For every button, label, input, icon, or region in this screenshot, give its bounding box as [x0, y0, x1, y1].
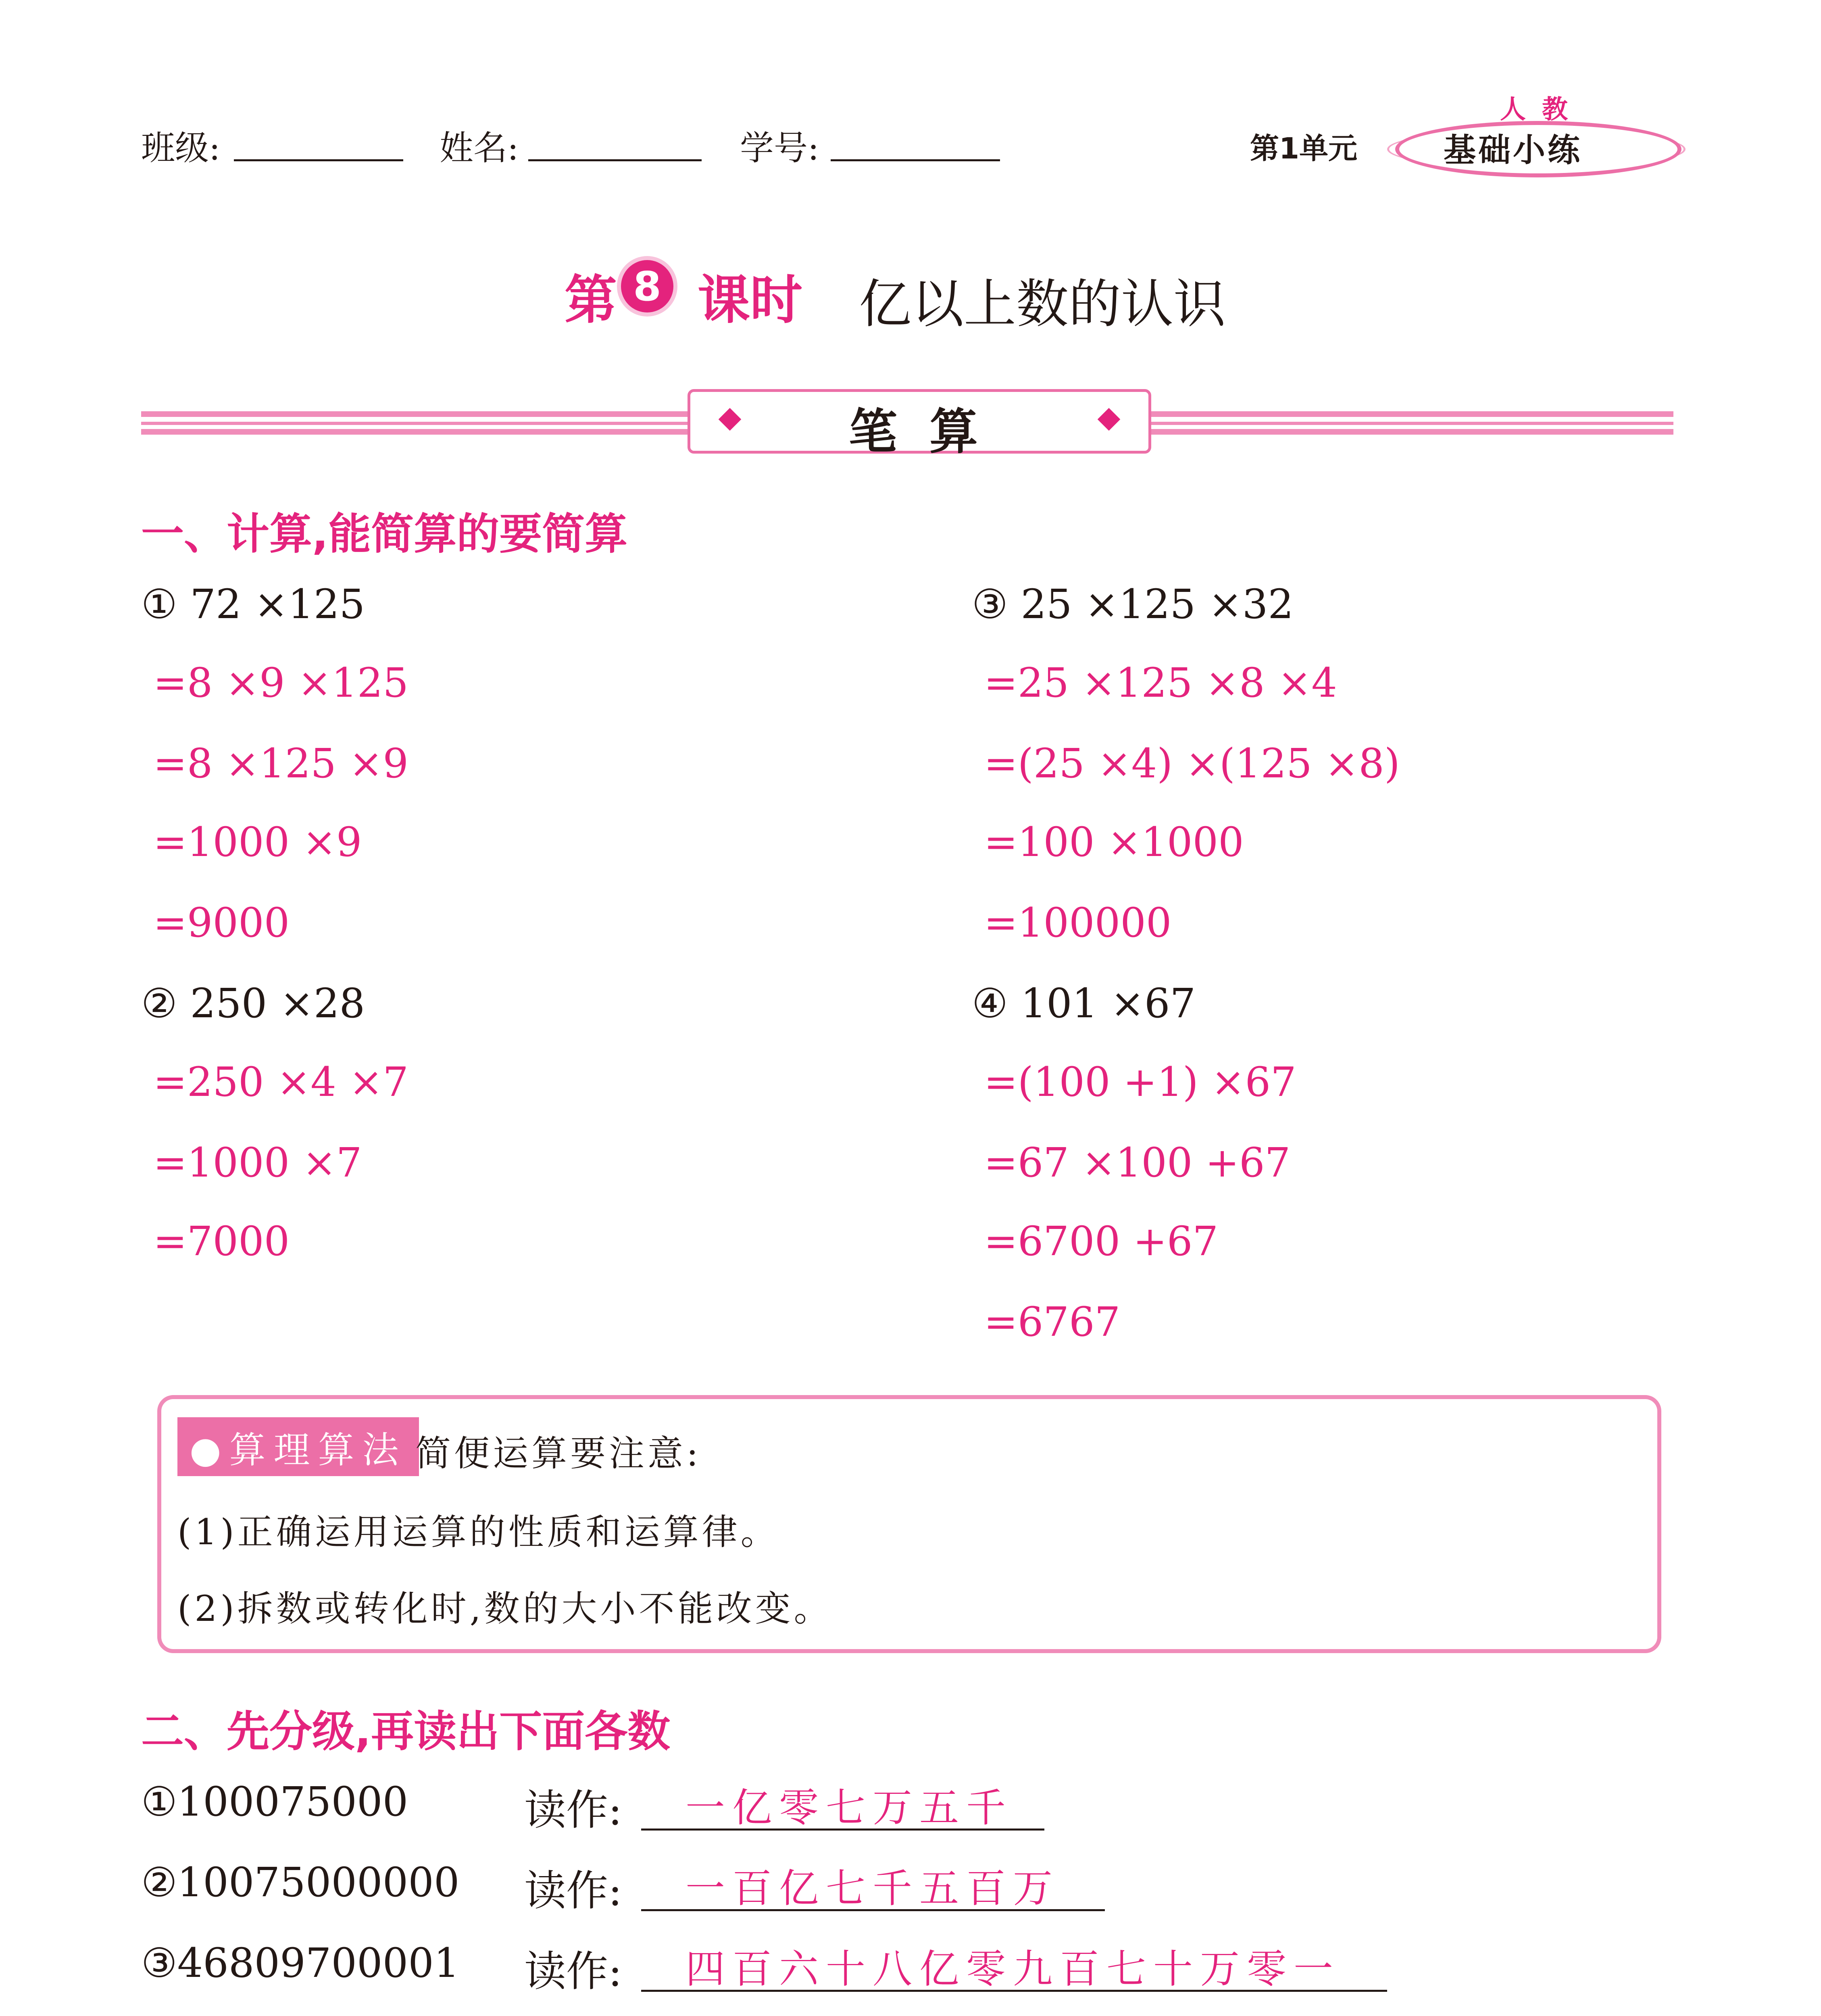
section-band-left [141, 411, 690, 435]
id-label: 学号: [740, 128, 819, 168]
id-blank[interactable] [831, 159, 1000, 161]
series-name: 基础小练 [1444, 131, 1582, 169]
problem-4-step: =6700 +67 [984, 1218, 1219, 1265]
problem-1-question: ① 72 ×125 [141, 581, 365, 628]
problem-4-step: =(100 +1) ×67 [984, 1058, 1296, 1106]
problem-4-step: =6767 [984, 1298, 1121, 1345]
lesson-number-badge: 8 [621, 260, 673, 312]
read-label: 读作: [524, 1947, 623, 1996]
answer-text: 一百亿七千五百万 [685, 1866, 1060, 1912]
number-item: ①100075000 [141, 1778, 408, 1825]
publisher-label: 人教 [1500, 95, 1584, 125]
tip-1-line: (1)正确运用运算的性质和运算律。 [177, 1511, 779, 1553]
unit-label: 第1单元 [1250, 131, 1358, 165]
problem-3-step: =100 ×1000 [984, 818, 1244, 866]
tip-1-line: (2)拆数或转化时,数的大小不能改变。 [177, 1588, 833, 1629]
read-label: 读作: [524, 1866, 623, 1915]
problem-4-step: =67 ×100 +67 [984, 1139, 1291, 1186]
section-band-right [1149, 411, 1673, 435]
problem-4-question: ④ 101 ×67 [972, 980, 1196, 1027]
lesson-prefix: 第 [565, 269, 617, 331]
tip-badge-1: ●算理算法 [177, 1417, 419, 1476]
problem-3-question: ③ 25 ×125 ×32 [972, 581, 1294, 628]
problem-1-step: =8 ×125 ×9 [153, 740, 409, 787]
answer-text: 四百六十八亿零九百七十万零一 [685, 1946, 1341, 1992]
problem-2-step: =1000 ×7 [153, 1139, 362, 1186]
read-label: 读作: [524, 1785, 623, 1835]
number-item: ②10075000000 [141, 1859, 460, 1906]
problem-1-step: =9000 [153, 899, 290, 946]
problem-3-step: =(25 ×4) ×(125 ×8) [984, 740, 1400, 787]
class-label: 班级: [141, 128, 221, 168]
number-item: ③46809700001 [141, 1939, 460, 1987]
section-label: 笔算 [849, 404, 1010, 460]
problem-3-step: =25 ×125 ×8 ×4 [984, 659, 1337, 706]
class-blank[interactable] [234, 159, 403, 161]
page-title: 亿以上数的认识 [859, 273, 1226, 335]
part1-heading: 一、计算,能简算的要简算 [141, 509, 628, 559]
problem-2-step: =7000 [153, 1218, 290, 1265]
problem-2-step: =250 ×4 ×7 [153, 1058, 409, 1106]
problem-1-step: =8 ×9 ×125 [153, 659, 409, 706]
answer-text: 一亿零七万五千 [685, 1785, 1013, 1831]
tip-1-line: 简便运算要注意: [415, 1433, 702, 1474]
problem-3-step: =100000 [984, 899, 1172, 946]
lesson-suffix: 课时 [698, 269, 803, 331]
name-blank[interactable] [528, 159, 702, 161]
part2-heading: 二、先分级,再读出下面各数 [141, 1707, 671, 1756]
problem-2-question: ② 250 ×28 [141, 980, 365, 1027]
name-label: 姓名: [440, 128, 519, 168]
problem-1-step: =1000 ×9 [153, 818, 362, 866]
